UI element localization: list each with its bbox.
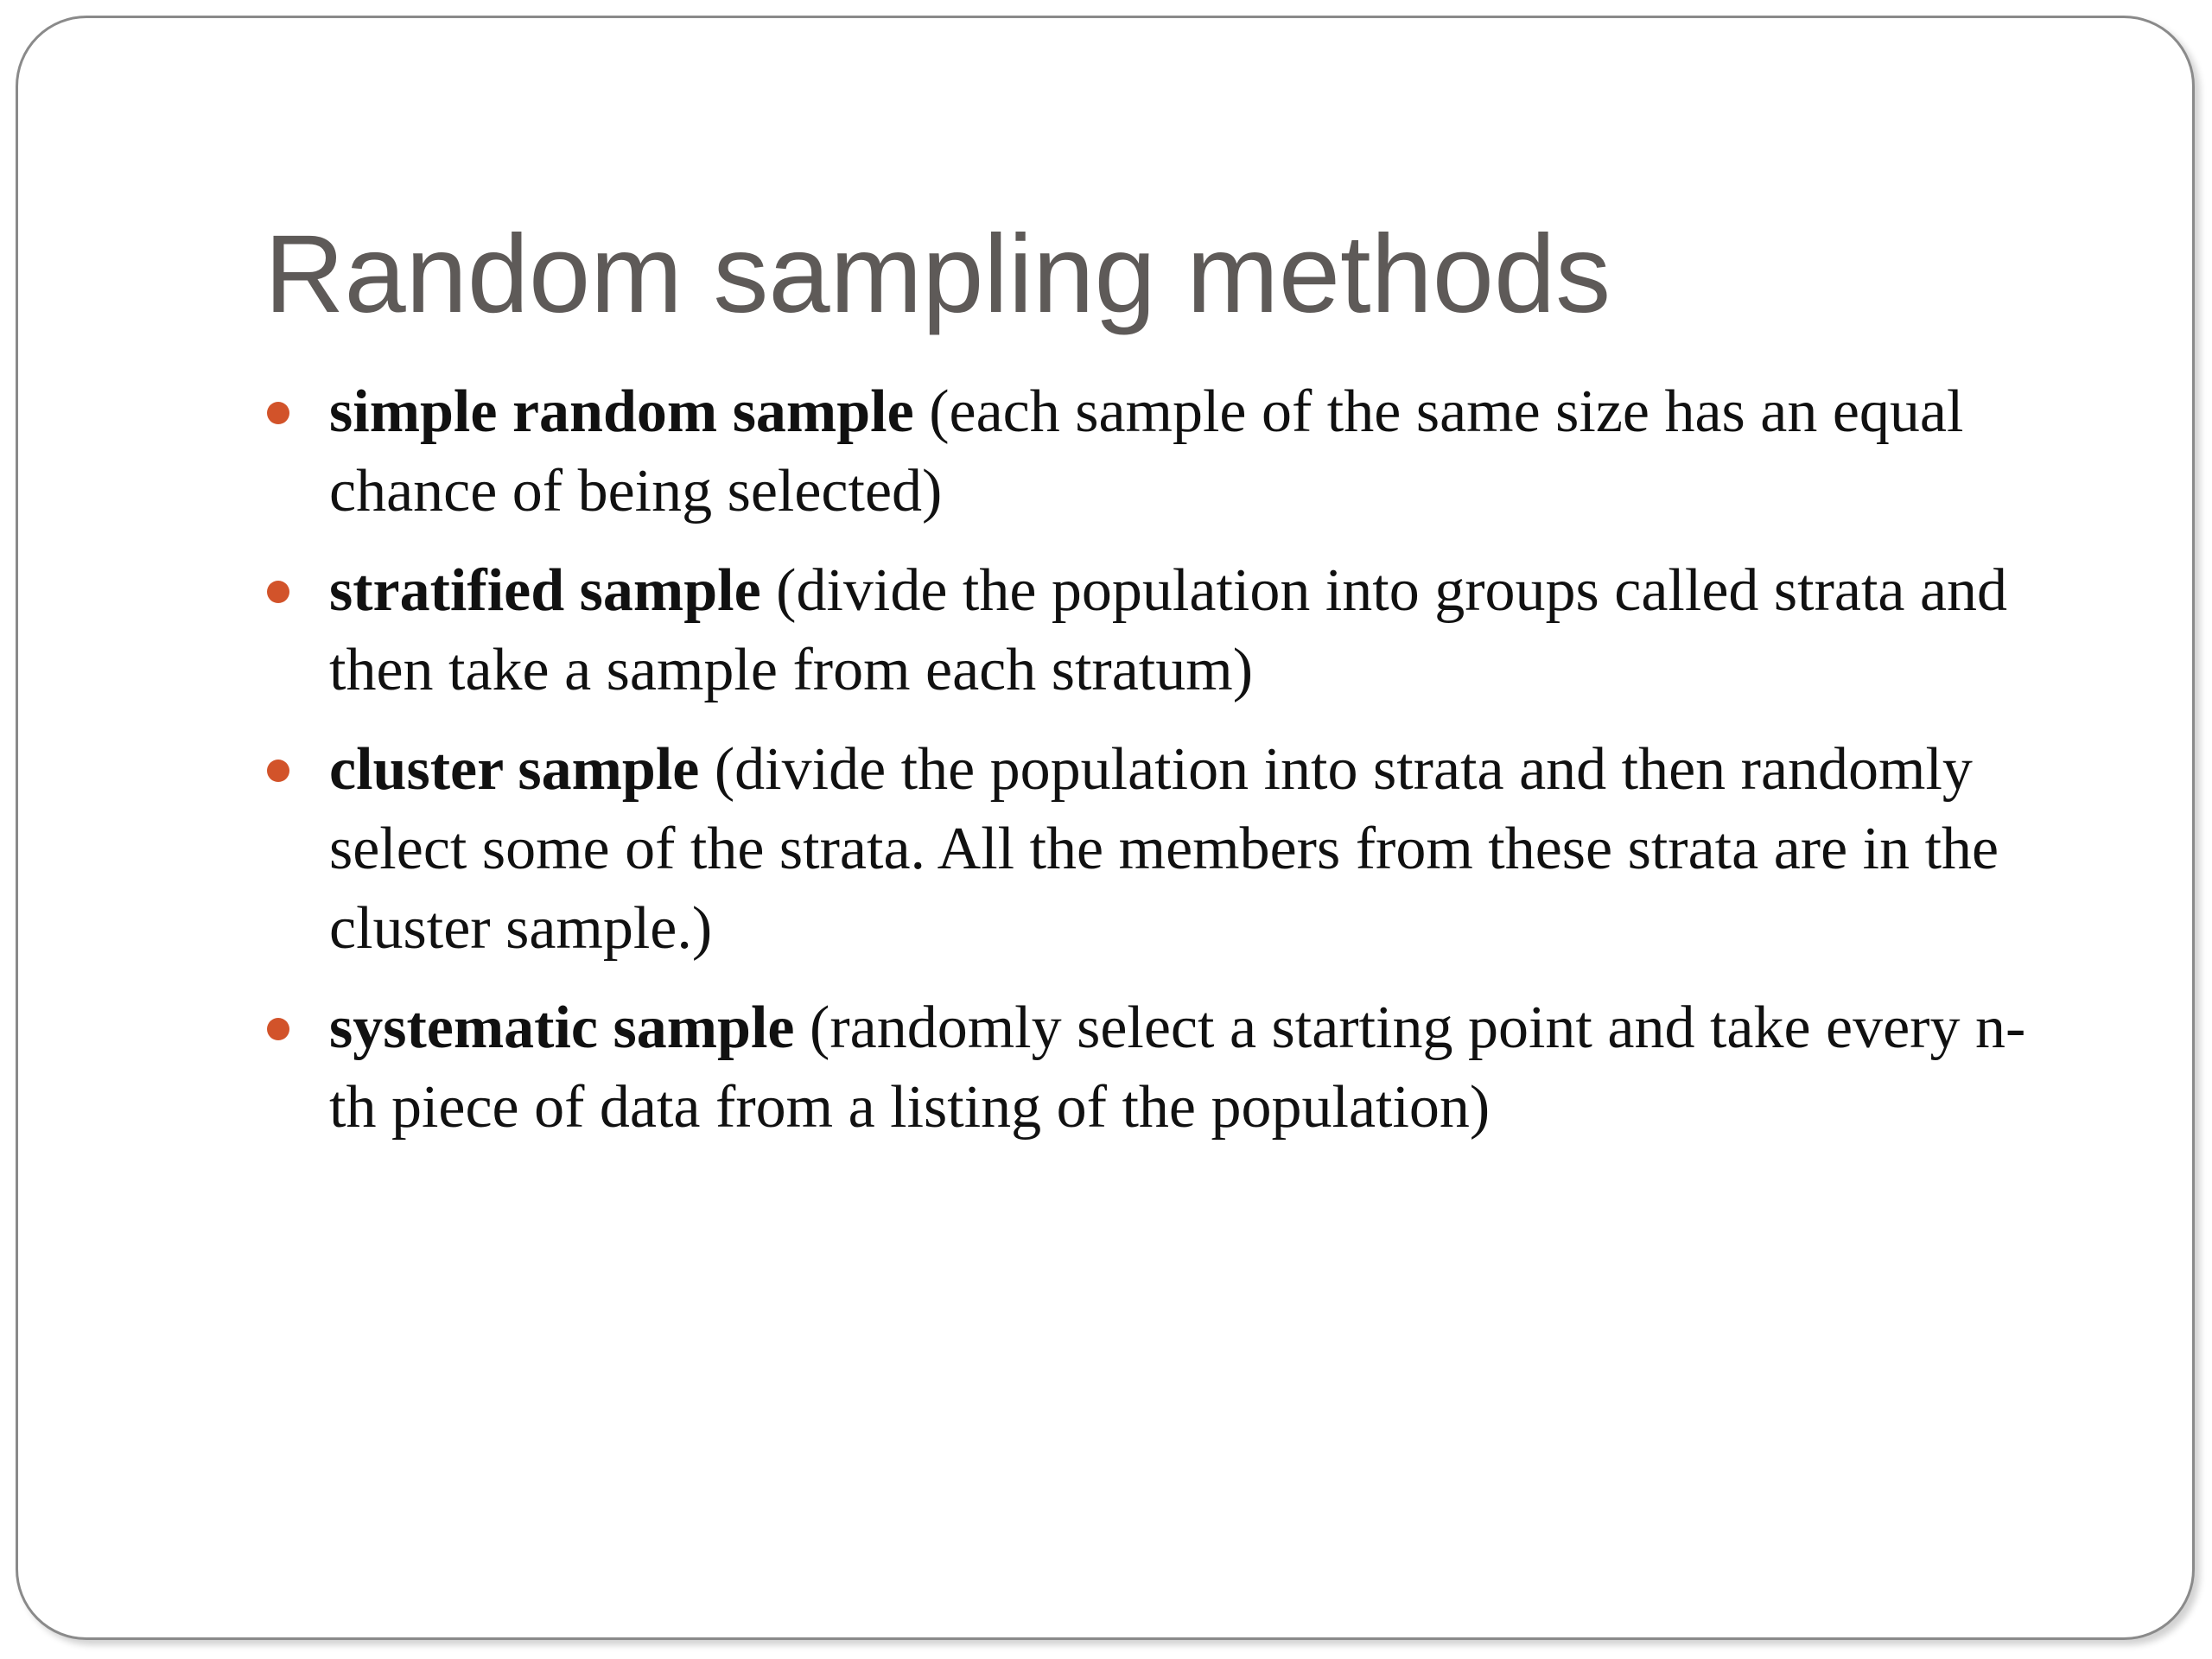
bullet-description: (randomly select a starting point and take every n-th piece of data from a listing of the population) (329, 995, 2026, 1141)
bullet-term: simple random sample (329, 378, 930, 445)
bullet-item-stratified (264, 551, 2044, 710)
bullet-dot-icon (267, 760, 289, 782)
bullet-item-systematic (264, 988, 2044, 1147)
bullet-item-cluster (264, 730, 2044, 969)
bullet-term: stratified sample (329, 557, 777, 624)
bullet-dot-icon (267, 581, 289, 603)
slide-frame (16, 16, 2195, 1640)
bullet-term: systematic sample (329, 995, 810, 1061)
bullet-description: (divide the population into strata and then randomly select some of the strata. All the members from these strata are in the cluster sample.) (329, 736, 1999, 962)
bullet-description: (divide the population into groups called strata and then take a sample from each stratum) (329, 557, 2008, 703)
slide-title: Random sampling methods (264, 213, 1611, 336)
bullet-term: cluster sample (329, 736, 715, 803)
bullet-description: (each sample of the same size has an equal chance of being selected) (329, 378, 1964, 524)
bullet-list (264, 372, 2044, 1167)
bullet-dot-icon (267, 402, 289, 424)
bullet-dot-icon (267, 1018, 289, 1040)
bullet-item-simple-random (264, 372, 2044, 531)
